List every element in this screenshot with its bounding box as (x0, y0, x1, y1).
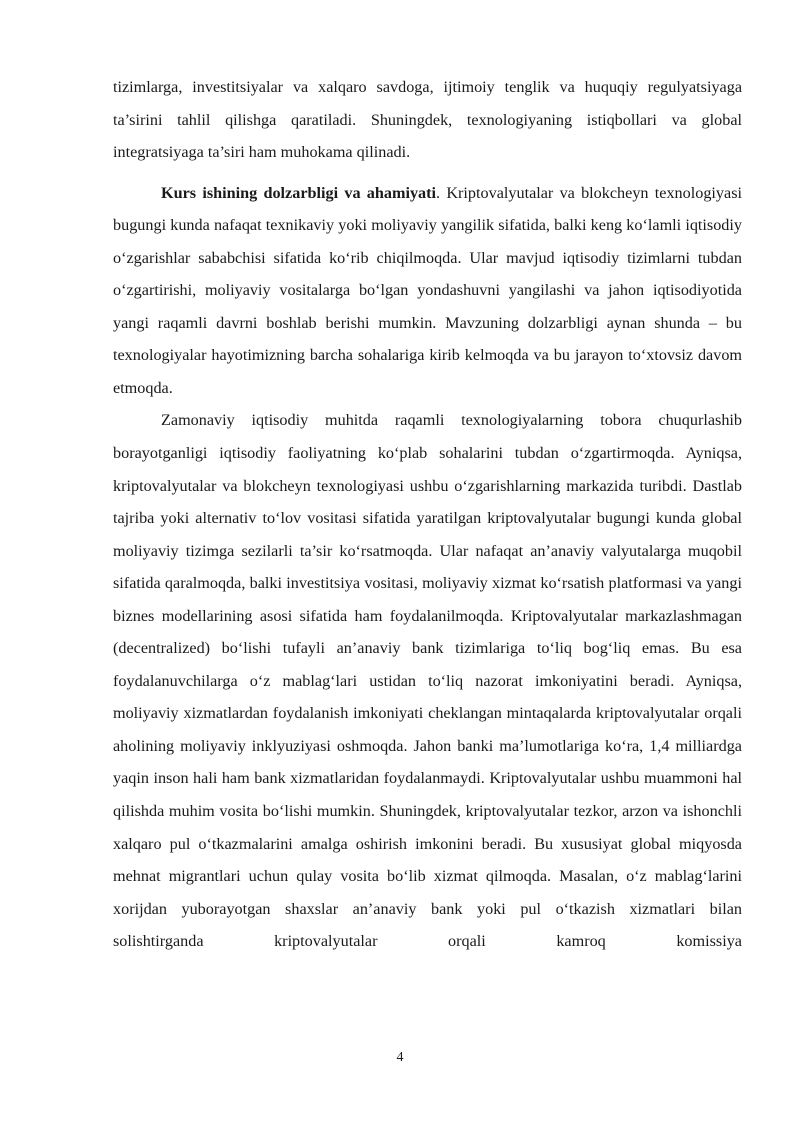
section-heading: Kurs ishining dolzarbligi va ahamiyati (161, 183, 437, 202)
body-text (113, 71, 742, 958)
page-number: 4 (396, 1050, 404, 1065)
paragraph-continuation: tizimlarga, investitsiyalar va xalqaro savdoga, ijtimoiy tenglik va huquqiy regulyatsiyaga ta’sirini tahlil qilishga qaratiladi. Shuningdek, texnologiyaning istiqbollari va global integratsiyaga ta’siri ham muhokama qilinadi. (113, 78, 742, 162)
paragraph-relevance (113, 177, 742, 405)
paragraph-modern-economy: Zamonaviy iqtisodiy muhitda raqamli texnologiyalarning tobora chuqurlashib borayotganligi iqtisodiy faoliyatning ko‘plab sohalarini tubdan o‘zgartirmoqda. Ayniqsa, kriptovalyutalar va blokcheyn texnologiyasi ushbu o‘zgarishlarning markazida turibdi. Dastlab tajriba yoki alternativ to‘lov vositasi sifatida yaratilgan kriptovalyutalar bugungi kunda global moliyaviy tizimga sezilarli ta’sir ko‘rsatmoqda. Ular nafaqat an’anaviy valyutalarga muqobil sifatida qaralmoqda, balki investitsiya vositasi, moliyaviy xizmat ko‘rsatish platformasi va yangi biznes modellarining asosi sifatida ham foydalanilmoqda. Kriptovalyutalar markazlashmagan (decentralized) bo‘lishi tufayli an’anaviy bank tizimlariga to‘liq bog‘liq emas. Bu esa foydalanuvchilarga o‘z mablag‘lari ustidan to‘liq nazorat imkoniyatini beradi. Ayniqsa, moliyaviy xizmatlardan foydalanish imkoniyati cheklangan mintaqalarda kriptovalyutalar orqali aholining moliyaviy inklyuziyasi oshmoqda. Jahon banki ma’lumotlariga ko‘ra, 1,4 milliardga yaqin inson hali ham bank xizmatlaridan foydalanmaydi. Kriptovalyutalar ushbu muammoni hal qilishda muhim vosita bo‘lishi mumkin. Shuningdek, kriptovalyutalar tezkor, arzon va ishonchli xalqaro pul o‘tkazmalarini amalga oshirish imkonini beradi. Bu xususiyat global miqyosda mehnat migrantlari uchun qulay vosita bo‘lib xizmat qilmoqda. Masalan, o‘z mablag‘larini xorijdan yuborayotgan shaxslar an’anaviy bank yoki pul o‘tkazish xizmatlari bilan solishtirganda kriptovalyutalar orqali kamroq komissiya (113, 411, 742, 951)
paragraph-relevance-body: . Kriptovalyutalar va blokcheyn texnologiyasi bugungi kunda nafaqat texnikaviy yoki moliyaviy yangilik sifatida, balki keng ko‘lamli iqtisodiy o‘zgarishlar sababchisi sifatida ko‘rib chiqilmoqda. Ular mavjud iqtisodiy tizimlarni tubdan o‘zgartirishi, moliyaviy vositalarga bo‘lgan yondashuvni yangilashi va jahon iqtisodiyotida yangi raqamli davrni boshlab berishi mumkin. Mavzuning dolzarbligi aynan shunda – bu texnologiyalar hayotimizning barcha sohalariga kirib kelmoqda va bu jarayon to‘xtovsiz davom etmoqda. (113, 183, 742, 397)
